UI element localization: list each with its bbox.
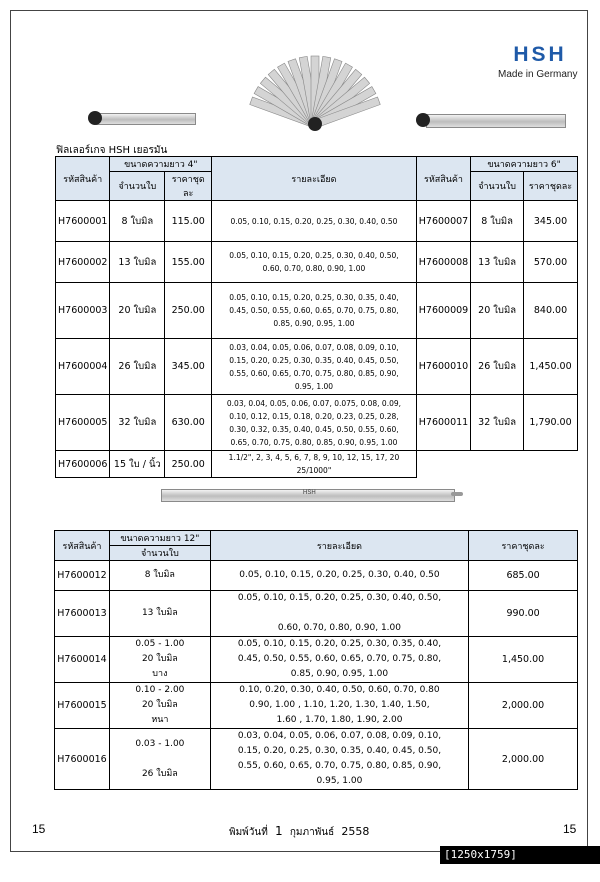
product-code-6in: H7600008	[416, 242, 470, 283]
set-price: 250.00	[165, 283, 212, 339]
product-code: H7600005	[56, 395, 110, 451]
detail-line: 1.60 , 1.70, 1.80, 1.90, 2.00	[276, 715, 403, 725]
blade-count: 32 ใบมิล	[110, 395, 165, 451]
product-code: H7600014	[55, 637, 110, 683]
set-price: 685.00	[469, 561, 578, 591]
detail-line: 1.1/2", 2, 3, 4, 5, 6, 7, 8, 9, 10, 12, 15, 17, 20	[228, 453, 400, 462]
blade-count: 8 ใบมิล	[110, 201, 165, 242]
blade-count-6in: 8 ใบมิล	[471, 201, 524, 242]
product-code-6in: H7600007	[416, 201, 470, 242]
detail-line	[213, 606, 466, 621]
product-code-6in: H7600009	[416, 283, 470, 339]
table-row	[56, 451, 578, 478]
header-length-6: ขนาดความยาว 6"	[471, 157, 578, 172]
upic-watermark: [1250x1759] http://upic.me/	[440, 846, 600, 864]
print-date-label: พิมพ์วันที่	[229, 827, 268, 838]
detail-line: 0.03, 0.04, 0.05, 0.06, 0.07, 0.075, 0.08, 0.09,	[226, 398, 402, 408]
detail-line: 0.05, 0.10, 0.15, 0.20, 0.25, 0.30, 0.40, 0.50,	[229, 251, 399, 260]
product-code-6in: H7600010	[416, 339, 470, 395]
table-row	[55, 683, 578, 729]
detail-line: 0.03, 0.04, 0.05, 0.06, 0.07, 0.08, 0.09, 0.10,	[229, 342, 399, 352]
blade-count-6in: 26 ใบมิล	[471, 339, 524, 395]
detail-line: 0.95, 1.00	[316, 776, 363, 786]
thickness-detail	[210, 729, 468, 790]
product-code: H7600006	[56, 451, 110, 478]
detail-line: 25/1000"	[296, 466, 332, 475]
detail-line: 0.45, 0.50, 0.55, 0.60, 0.65, 0.70, 0.75, 0.80,	[237, 654, 442, 664]
detail-line: 0.05, 0.10, 0.15, 0.20, 0.25, 0.30, 0.40, 0.50	[239, 570, 440, 580]
blade-count	[109, 683, 210, 729]
count-line: 13 ใบมิล	[141, 608, 178, 618]
print-date-month: กุมภาพันธ์	[289, 827, 335, 838]
table-row	[56, 339, 578, 395]
count-line: 20 ใบมิล	[141, 700, 178, 710]
set-price: 155.00	[165, 242, 212, 283]
header-count: จำนวนใบ	[110, 172, 165, 201]
header-length-12: ขนาดความยาว 12"	[109, 531, 210, 546]
detail-line: 0.60, 0.70, 0.80, 0.90, 1.00	[277, 623, 401, 633]
product-code-6in: H7600011	[416, 395, 470, 451]
table-row	[56, 201, 578, 242]
detail-line: 0.85, 0.90, 0.95, 1.00	[273, 319, 355, 328]
blade-count: 26 ใบมิล	[110, 339, 165, 395]
set-price: 250.00	[165, 451, 212, 478]
detail-line: 0.45, 0.50, 0.55, 0.60, 0.65, 0.70, 0.75, 0.80,	[229, 306, 399, 315]
count-line: 20 ใบมิล	[141, 654, 178, 664]
header-count-12: จำนวนใบ	[109, 546, 210, 561]
detail-line: 0.90, 1.00 , 1.10, 1.20, 1.30, 1.40, 1.50,	[249, 700, 430, 710]
blade-count-6in: 32 ใบมิล	[471, 395, 524, 451]
made-in-germany-tagline: Made in Germany	[498, 69, 578, 80]
header-price: ราคาชุดละ	[165, 172, 212, 201]
set-price-6in	[524, 451, 578, 478]
detail-line: 0.03, 0.04, 0.05, 0.06, 0.07, 0.08, 0.09, 0.10,	[237, 731, 442, 741]
thickness-detail	[212, 283, 417, 339]
table-row	[55, 637, 578, 683]
blade-count	[109, 561, 210, 591]
detail-line: 0.85, 0.90, 0.95, 1.00	[290, 669, 389, 679]
gauge-brand-label: HSH	[303, 490, 316, 496]
product-code: H7600013	[55, 591, 110, 637]
detail-line: 0.30, 0.32, 0.35, 0.40, 0.45, 0.50, 0.55, 0.60,	[229, 424, 399, 434]
set-price: 2,000.00	[469, 729, 578, 790]
thickness-detail	[212, 451, 417, 478]
header-code-2: รหัสสินค้า	[416, 157, 470, 201]
detail-line: 0.15, 0.20, 0.25, 0.30, 0.35, 0.40, 0.45, 0.50,	[229, 355, 399, 365]
table-row	[55, 591, 578, 637]
feeler-gauge-fan-image	[240, 52, 390, 138]
set-price-6in: 1,790.00	[524, 395, 578, 451]
header-count-2: จำนวนใบ	[471, 172, 524, 201]
count-line: 0.05 - 1.00	[135, 639, 185, 649]
detail-line: 0.10, 0.20, 0.30, 0.40, 0.50, 0.60, 0.70, 0.80	[239, 685, 440, 695]
header-detail-12: รายละเอียด	[210, 531, 468, 561]
detail-line: 0.60, 0.70, 0.80, 0.90, 1.00	[262, 264, 366, 273]
set-price: 1,450.00	[469, 637, 578, 683]
thickness-detail	[210, 561, 468, 591]
set-price: 630.00	[165, 395, 212, 451]
set-price-6in: 345.00	[524, 201, 578, 242]
set-price: 115.00	[165, 201, 212, 242]
thickness-detail	[212, 242, 417, 283]
detail-line: 0.65, 0.70, 0.75, 0.80, 0.85, 0.90, 0.95, 1.00	[230, 437, 398, 447]
count-line: 0.10 - 2.00	[135, 685, 185, 695]
table-row	[56, 395, 578, 451]
header-length-4: ขนาดความยาว 4"	[110, 157, 212, 172]
hsh-logo	[505, 41, 575, 65]
detail-line: 0.55, 0.60, 0.65, 0.70, 0.75, 0.80, 0.85, 0.90,	[237, 761, 442, 771]
set-price: 345.00	[165, 339, 212, 395]
table-row	[56, 242, 578, 283]
detail-line: 0.05, 0.10, 0.15, 0.20, 0.25, 0.30, 0.35, 0.40,	[237, 639, 442, 649]
set-price-6in: 1,450.00	[524, 339, 578, 395]
feeler-gauge-table-12in	[54, 530, 578, 790]
detail-line: 0.05, 0.10, 0.15, 0.20, 0.25, 0.30, 0.40, 0.50,	[237, 593, 442, 603]
header-detail: รายละเอียด	[212, 157, 417, 201]
blade-count	[109, 591, 210, 637]
product-code: H7600012	[55, 561, 110, 591]
print-date-day: 1	[275, 824, 283, 838]
blade-count-6in	[471, 451, 524, 478]
logo-text: HSH	[513, 43, 567, 65]
thickness-detail	[210, 591, 468, 637]
feeler-gauge-6in-image	[414, 110, 566, 132]
product-code: H7600003	[56, 283, 110, 339]
set-price: 2,000.00	[469, 683, 578, 729]
count-line: 26 ใบมิล	[141, 768, 178, 779]
header-code: รหัสสินค้า	[56, 157, 110, 201]
product-code: H7600004	[56, 339, 110, 395]
product-code: H7600016	[55, 729, 110, 790]
count-line: 0.03 - 1.00	[135, 738, 185, 749]
count-line: 8 ใบมิล	[144, 570, 175, 580]
header-price-2: ราคาชุดละ	[524, 172, 578, 201]
blade-count: 13 ใบมิล	[110, 242, 165, 283]
set-price-6in: 570.00	[524, 242, 578, 283]
thickness-detail	[210, 637, 468, 683]
feeler-gauge-12in-image	[161, 486, 466, 504]
feeler-gauge-4in-image	[86, 108, 196, 130]
set-price: 990.00	[469, 591, 578, 637]
product-code: H7600015	[55, 683, 110, 729]
blade-count: 15 ใบ / นิ้ว	[110, 451, 165, 478]
product-code: H7600002	[56, 242, 110, 283]
header-price-12: ราคาชุดละ	[469, 531, 578, 561]
product-code-6in	[416, 451, 470, 478]
thickness-detail	[212, 339, 417, 395]
detail-line: 0.05, 0.10, 0.15, 0.20, 0.25, 0.30, 0.40, 0.50	[230, 216, 398, 226]
section-heading: ฟิลเลอร์เกจ HSH เยอรมัน	[56, 145, 168, 156]
count-line: หนา	[151, 715, 169, 725]
count-line	[112, 752, 208, 767]
page-number-right: 15	[563, 822, 577, 836]
count-line: บาง	[152, 669, 168, 679]
detail-line: 0.95, 1.00	[294, 381, 334, 391]
header-code-12: รหัสสินค้า	[55, 531, 110, 561]
product-code: H7600001	[56, 201, 110, 242]
thickness-detail	[212, 201, 417, 242]
thickness-detail	[212, 395, 417, 451]
blade-count-6in: 20 ใบมิล	[471, 283, 524, 339]
table-row	[56, 283, 578, 339]
page-number-left: 15	[32, 822, 46, 836]
blade-count-6in: 13 ใบมิล	[471, 242, 524, 283]
print-date	[229, 824, 369, 840]
blade-count	[109, 729, 210, 790]
blade-count	[109, 637, 210, 683]
table-row	[55, 729, 578, 790]
detail-line: 0.55, 0.60, 0.65, 0.70, 0.75, 0.80, 0.85, 0.90,	[229, 368, 399, 378]
blade-count: 20 ใบมิล	[110, 283, 165, 339]
detail-line: 0.15, 0.20, 0.25, 0.30, 0.35, 0.40, 0.45, 0.50,	[237, 746, 442, 756]
detail-line: 0.10, 0.12, 0.15, 0.18, 0.20, 0.23, 0.25, 0.28,	[229, 411, 399, 421]
set-price-6in: 840.00	[524, 283, 578, 339]
detail-line: 0.05, 0.10, 0.15, 0.20, 0.25, 0.30, 0.35, 0.40,	[229, 293, 399, 302]
thickness-detail	[210, 683, 468, 729]
print-date-year: 2558	[341, 825, 370, 838]
table-row	[55, 561, 578, 591]
feeler-gauge-table-4-6in	[55, 156, 578, 478]
